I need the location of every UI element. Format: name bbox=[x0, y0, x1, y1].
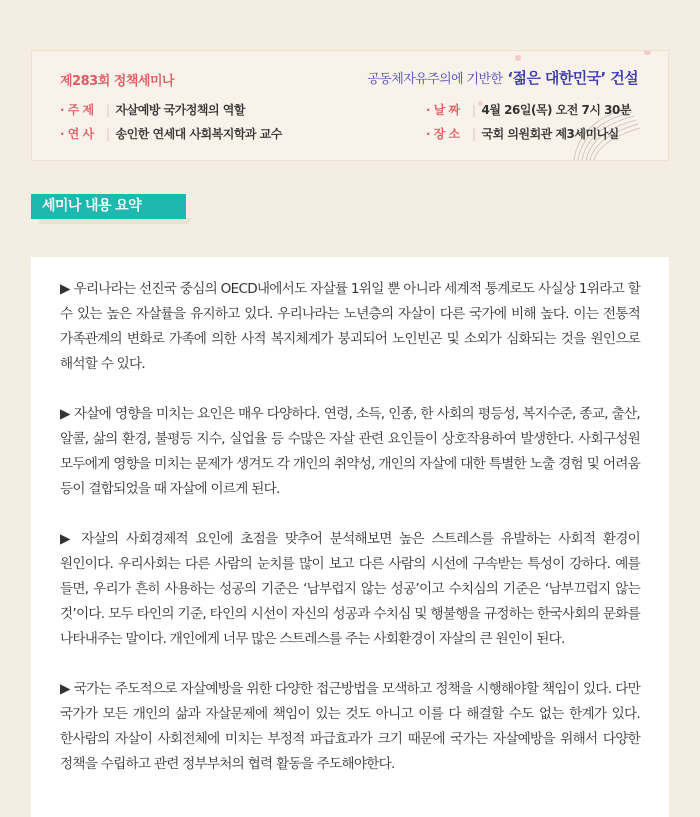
summary-paragraph: ▶ 자살의 사회경제적 요인에 초점을 맞추어 분석해보면 높은 스트레스를 유발하는 사회적 환경이 원인이다. 우리사회는 다른 사람의 눈치를 많이 보고 다른 사람의 시선에 구속받는 특성이 강하다. 예를 들면, 우리가 흔히 사용하는 성공의 기준은 ‘남부럽지 않는 성공’이고 수치심의 기준은 ‘남부끄럽지 않는 것’이다. 모두 타인의 기준, 타인의 시선이 자신의 성공과 수치심 및 행불행을 규정하는 한국사회의 문화를 나타내주는 말이다. 개인에게 너무 많은 스트레스를 주는 사회환경이 자살의 큰 원인이 된다. bbox=[60, 531, 640, 647]
date-row bbox=[426, 101, 631, 118]
headline-prefix: 공동체자유주의에 기반한 bbox=[367, 72, 503, 87]
place-label: · 장 소 bbox=[426, 127, 460, 141]
topic-row bbox=[60, 101, 245, 118]
separator: | bbox=[106, 127, 110, 141]
date-label: · 날 짜 bbox=[426, 103, 460, 117]
section-tag: 세미나 내용 요약 bbox=[31, 194, 186, 219]
place-value: 국회 의원회관 제3세미나실 bbox=[481, 127, 619, 141]
separator: | bbox=[106, 103, 110, 117]
decorative-dot bbox=[515, 55, 521, 61]
speaker-value: 송인한 연세대 사회복지학과 교수 bbox=[115, 127, 282, 141]
topic-value: 자살예방 국가정책의 역할 bbox=[115, 103, 245, 117]
place-row bbox=[426, 125, 619, 142]
seminar-headline bbox=[367, 67, 638, 88]
headline-main: ‘젊은 대한민국’ bbox=[507, 69, 606, 87]
separator: | bbox=[472, 127, 476, 141]
separator: | bbox=[472, 103, 476, 117]
decorative-dot bbox=[644, 50, 651, 55]
speaker-row bbox=[60, 125, 282, 142]
speaker-label: · 연 사 bbox=[60, 127, 94, 141]
seminar-info-box bbox=[31, 50, 669, 161]
date-value: 4월 26일(목) 오전 7시 30분 bbox=[481, 103, 631, 117]
topic-label: · 주 제 bbox=[60, 103, 94, 117]
headline-tail: 건설 bbox=[605, 69, 638, 87]
summary-paragraph: ▶ 국가는 주도적으로 자살예방을 위한 다양한 접근방법을 모색하고 정책을 시행해야할 책임이 있다. 다만 국가가 모든 개인의 삶과 자살문제에 책임이 있는 것도 아니고 이를 다 해결할 수도 없는 한계가 있다. 한사람의 자살이 사회전체에 미치는 부정적 파급효과가 크기 때문에 국가는 자살예방을 위해서 다양한 정책을 수립하고 관련 정부부처의 협력 활동을 주도해야한다. bbox=[60, 681, 640, 772]
summary-content bbox=[31, 257, 669, 817]
summary-paragraph: ▶ 자살에 영향을 미치는 요인은 매우 다양하다. 연령, 소득, 인종, 한 사회의 평등성, 복지수준, 종교, 출산, 알콜, 삶의 환경, 불평등 지수, 실업율 등 수많은 자살 관련 요인들이 상호작용하여 발생한다. 사회구성원 모두에게 영향을 미치는 문제가 생겨도 각 개인의 취약성, 개인의 자살에 대한 특별한 노출 경험 및 어려움 등이 결합되었을 때 자살에 이르게 된다. bbox=[60, 406, 640, 497]
seminar-number: 제283회 정책세미나 bbox=[60, 74, 175, 89]
summary-paragraph: ▶ 우리나라는 선진국 중심의 OECD내에서도 자살률 1위일 뿐 아니라 세계적 통계로도 사실상 1위라고 할 수 있는 높은 자살률을 유지하고 있다. 우리나라는 노년층의 자살이 다른 국가에 비해 높다. 이는 전통적 가족관계의 변화로 가족에 의한 사적 복지체계가 붕괴되어 노인빈곤 및 소외가 심화되는 것을 원인으로 해석할 수 있다. bbox=[60, 281, 641, 372]
